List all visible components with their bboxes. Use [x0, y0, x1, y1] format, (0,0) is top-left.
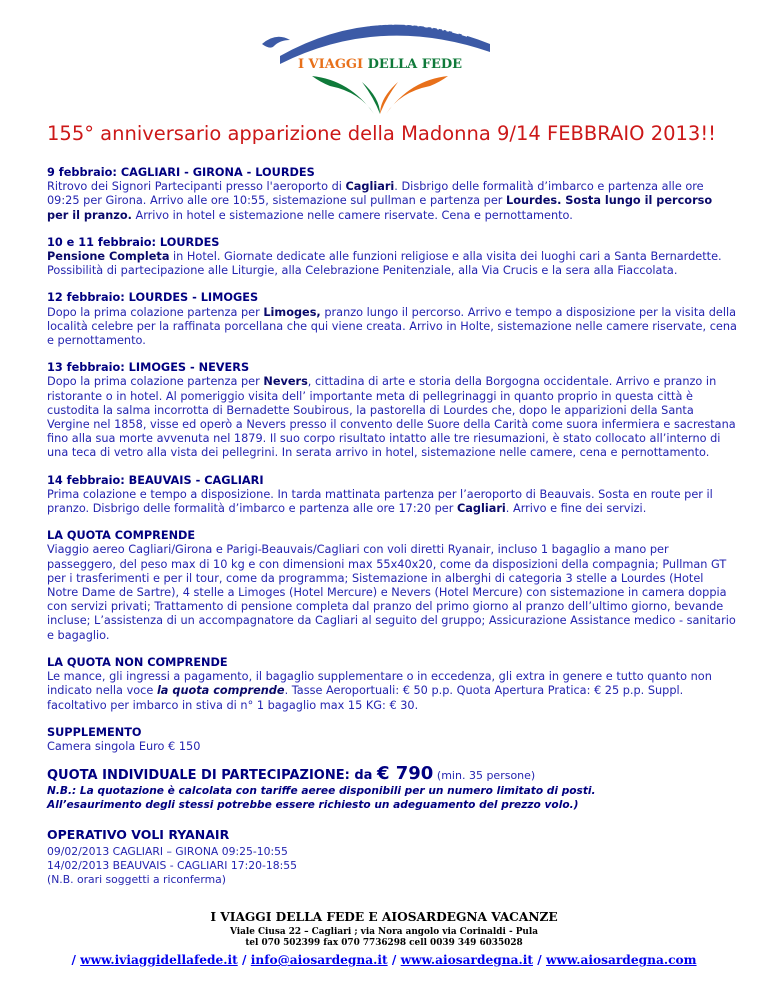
- itinerary-section: [47, 474, 737, 517]
- operativo-title: OPERATIVO VOLI RYANAIR: [47, 827, 230, 843]
- operativo-line: 14/02/2013 BEAUVAIS - CAGLIARI 17:20-18:55: [47, 858, 297, 872]
- quota-line: [47, 763, 737, 785]
- logo-brand: I VIAGGI DELLA FEDE: [297, 57, 463, 72]
- orange-swoosh-icon: [386, 76, 448, 114]
- operativo-line: 09/02/2013 CAGLIARI – GIRONA 09:25-10:55: [47, 844, 288, 858]
- itinerary: [47, 166, 737, 887]
- section-body: [47, 180, 737, 223]
- page-title: 155° anniversario apparizione della Madonna 9/14 FEBBRAIO 2013!!: [47, 122, 716, 145]
- operativo-lines: [47, 845, 737, 887]
- quota-min: (min. 35 persone): [436, 769, 536, 783]
- section-heading: 10 e 11 febbraio: LOURDES: [47, 235, 220, 249]
- text-run: Limoges,: [263, 305, 321, 319]
- green-swoosh-icon: [312, 76, 374, 114]
- text-run: Cagliari: [345, 180, 395, 194]
- section-body: [47, 306, 737, 349]
- text-run: Viaggio aereo Cagliari/Girona e Parigi-Beauvais/Cagliari con voli diretti Ryanair, incluso 1 bagaglio a mano per passeggero, del peso max di 10 kg e con dimensioni max 55x40x20, come da disposizioni della compagnia; Pullman GT per i trasferimenti e per il tour, come da programma; Sistemazione in alberghi di categoria 3 stelle a Lourdes (Hotel Notre Dame de Sartre), 4 stelle a Limoges (Hotel Mercure) e Nevers (Hotel Mercure) con sistemazione in camera doppia con servizi privati; Trattamento di pensione completa dal pranzo del primo giorno al pranzo dell’ultimo giorno, bevande incluse; L’assistenza di un accompagnatore da Cagliari al seguito del gruppo; Assicurazione Assistance medico - sanitario e bagaglio.: [47, 543, 736, 642]
- text-run: pranzo lungo il percorso. Arrivo e tempo a disposizione per la visita della località celebre per la raffinata porcellana che qui viene creata. Arrivo in Holte, sistemazione nelle camere riservate, cena e pernottamento.: [47, 305, 737, 348]
- footer-links: / www.iviaggidellafede.it / info@aiosardegna.it / www.aiosardegna.it / www.aiosardegna.com: [71, 953, 697, 967]
- link-aiosardegna-com[interactable]: www.aiosardegna.com: [545, 953, 697, 967]
- itinerary-section: [47, 166, 737, 223]
- link-info-email[interactable]: info@aiosardegna.it: [250, 953, 388, 967]
- link-aiosardegna-it[interactable]: www.aiosardegna.it: [400, 953, 534, 967]
- section-heading: LA QUOTA NON COMPRENDE: [47, 655, 228, 669]
- itinerary-section: [47, 656, 737, 713]
- text-run: Ritrovo dei Signori Partecipanti presso l'aeroporto di: [47, 180, 346, 194]
- orange-leaf-icon: [380, 82, 398, 114]
- itinerary-section: [47, 361, 737, 460]
- day-sections: [47, 166, 737, 754]
- logo-arc-text: AIOSARDEGNA VACANZE: [287, 15, 473, 51]
- text-run: Prima colazione e tempo a disposizione. In tarda mattinata partenza per l’aeroporto di Beauvais. Sosta en route per il pranzo. Disbrigo delle formalità d’imbarco e partenza alle ore 17:20 per: [47, 487, 713, 516]
- quota-label: QUOTA INDIVIDUALE DI PARTECIPAZIONE: da: [47, 768, 377, 784]
- section-body: [47, 740, 737, 754]
- section-body: [47, 543, 737, 642]
- quota-note-2: All’esaurimento degli stessi potrebbe essere richiesto un adeguamento del prezzo volo.): [47, 799, 579, 812]
- footer: [0, 910, 768, 967]
- text-run: Camera singola Euro € 150: [47, 739, 201, 753]
- itinerary-section: [47, 291, 737, 348]
- section-heading: 9 febbraio: CAGLIARI - GIRONA - LOURDES: [47, 166, 315, 179]
- itinerary-section: [47, 236, 737, 279]
- section-body: [47, 250, 737, 278]
- itinerary-section: [47, 529, 737, 643]
- section-body: [47, 670, 737, 713]
- operativo-line: (N.B. orari soggetti a riconferma): [47, 872, 226, 886]
- quota-note-1: N.B.: La quotazione è calcolata con tariffe aeree disponibili per un numero limitato di posti.: [47, 785, 596, 798]
- logo: [250, 6, 510, 118]
- text-run: Dopo la prima colazione partenza per: [47, 305, 264, 319]
- text-run: Nevers: [263, 375, 308, 389]
- quota-price: € 790: [376, 763, 434, 785]
- section-body: [47, 375, 737, 460]
- bird-icon: [262, 37, 290, 48]
- text-run: la quota comprende: [156, 684, 285, 698]
- text-run: Lourdes. Sosta lungo il percorso per il pranzo.: [47, 194, 713, 222]
- section-body: [47, 488, 737, 516]
- footer-company-name: I VIAGGI DELLA FEDE E AIOSARDEGNA VACANZE: [210, 910, 558, 924]
- footer-address: Viale Ciusa 22 – Cagliari ; via Nora angolo via Corinaldi - Pula: [230, 927, 538, 937]
- section-heading: SUPPLEMENTO: [47, 725, 142, 739]
- section-heading: 13 febbraio: LIMOGES - NEVERS: [47, 361, 250, 375]
- text-run: . Disbrigo delle formalità d’imbarco e partenza alle ore 09:25 per Girona. Arrivo alle ore 10:55, sistemazione sul pullman e partenza per: [47, 180, 704, 208]
- text-run: , cittadina di arte e storia della Borgogna occidentale. Arrivo e pranzo in ristorante o in hotel. Al pomeriggio visita dell’ importante meta di pellegrinaggi in quanto proprio in questa città è custodita la salma incorrotta di Bernadette Soubirous, la pastorella di Lourdes che, dopo le apparizioni della Santa Vergine nel 1858, visse ed operò a Nevers presso il convento delle Suore della Carità come suora infermiera e sacrestana fino alla sua morte avvenuta nel 1879. Il suo corpo risultato intatto alle tre riesumazioni, è stato collocato all’interno di una teca di vetro alla vista dei pellegrini. In serata arrivo in hotel, sistemazione nelle camere, cena e pernottamento.: [47, 375, 736, 460]
- text-run: Arrivo in hotel e sistemazione nelle camere riservate. Cena e pernottamento.: [131, 208, 573, 222]
- text-run: . Arrivo e fine dei servizi.: [505, 502, 647, 516]
- itinerary-section: [47, 726, 737, 754]
- link-iviaggidellafede[interactable]: www.iviaggidellafede.it: [80, 953, 238, 967]
- text-run: Pensione Completa: [47, 250, 170, 264]
- footer-phone: tel 070 502399 fax 070 7736298 cell 0039 349 6035028: [245, 938, 523, 948]
- text-run: . Tasse Aeroportuali: € 50 p.p. Quota Apertura Pratica: € 25 p.p. Suppl. facoltativo per imbarco in stiva di n° 1 bagaglio max 15 KG: € 30.: [47, 684, 684, 712]
- text-run: Le mance, gli ingressi a pagamento, il bagaglio supplementare o in eccedenza, gli extra in genere e tutto quanto non indicato nella voce: [47, 670, 712, 698]
- green-leaf-icon: [362, 82, 380, 114]
- text-run: Cagliari: [456, 502, 506, 516]
- text-run: in Hotel. Giornate dedicate alle funzioni religiose e alla visita dei luoghi cari a Santa Bernardette. Possibilità di partecipazione alle Liturgie, alla Celebrazione Penitenziale, alla Via Crucis e la sera alla Fiaccolata.: [47, 250, 722, 278]
- section-heading: 12 febbraio: LOURDES - LIMOGES: [47, 291, 259, 305]
- text-run: Dopo la prima colazione partenza per: [47, 375, 264, 389]
- section-heading: 14 febbraio: BEAUVAIS - CAGLIARI: [47, 473, 264, 487]
- section-heading: LA QUOTA COMPRENDE: [47, 529, 196, 543]
